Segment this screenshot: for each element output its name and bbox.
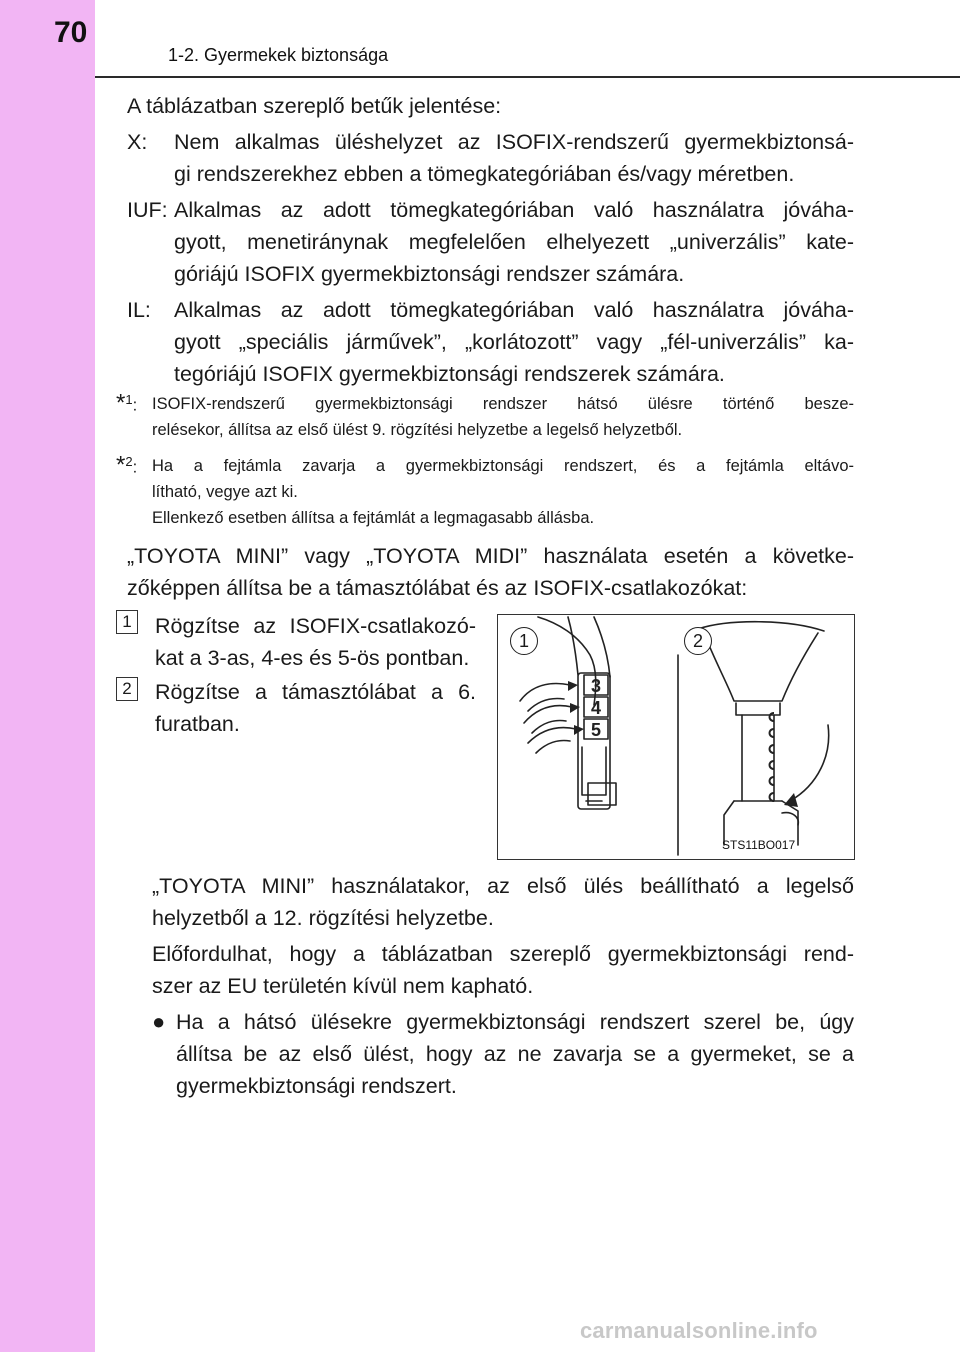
legend-il-line: Alkalmas az adott tömegkategóriában való használatra jóváha- (174, 298, 854, 322)
footnote-1-line: ISOFIX-rendszerű gyermekbiztonsági rendszer hátsó ülésre történő besze- (152, 395, 854, 413)
step-1-number: 1 (116, 610, 138, 634)
bullet-line: állítsa be az első ülést, hogy az ne zavarja se a gyermeket, se a (176, 1042, 854, 1066)
eu-paragraph-line: Előfordulhat, hogy a táblázatban szereplő gyermekbiztonsági rend- (152, 942, 854, 966)
section-title: 1-2. Gyermekek biztonsága (168, 45, 389, 65)
callout-1: 1 (510, 627, 538, 655)
watermark: carmanualsonline.info (580, 1318, 818, 1343)
legend-il-line: tegóriájú ISOFIX gyermekbiztonsági rendszerek számára. (174, 362, 725, 386)
legend-iuf-line: góriájú ISOFIX gyermekbiztonsági rendszer számára. (174, 262, 685, 286)
step-1-line: kat a 3-as, 4-es és 5-ös pontban. (155, 646, 470, 670)
footnote-1-line: relésekor, állítsa az első ülést 9. rögzítési helyzetbe a legelső helyzetből. (152, 421, 683, 439)
footnote-2-line: Ha a fejtámla zavarja a gyermekbiztonsági rendszert, és a fejtámla eltávo- (152, 457, 854, 475)
legend-il-line: gyott „speciális járművek”, „korlátozott” vagy „fél-univerzális” ka- (174, 330, 854, 354)
bullet-line: gyermekbiztonsági rendszert. (176, 1074, 457, 1098)
step-2-number: 2 (116, 677, 138, 701)
legend-key-x: X: (127, 130, 148, 154)
mini-paragraph-line: „TOYOTA MINI” használatakor, az első ülés beállítható a legelső (152, 874, 854, 898)
page-number: 70 (54, 16, 88, 49)
legend-x-line: Nem alkalmas üléshelyzet az ISOFIX-rendszerű gyermekbiztonsá- (174, 130, 854, 154)
legend-key-il: IL: (127, 298, 151, 322)
legend-key-iuf: IUF: (127, 198, 168, 222)
isofix-drawing (498, 615, 854, 859)
toyota-paragraph-line: „TOYOTA MINI” vagy „TOYOTA MIDI” használata esetén a követke- (127, 544, 854, 568)
slot-number: 5 (590, 720, 602, 740)
footnote-1-marker: *$^1$: (116, 389, 138, 417)
legend-iuf-line: gyott, menetiránynak megfelelően elhelyezett „univerzális” kate- (174, 230, 854, 254)
legend-iuf-line: Alkalmas az adott tömegkategóriában való használatra jóváha- (174, 198, 854, 222)
bullet-line: Ha a hátsó ülésekre gyermekbiztonsági rendszert szerel be, úgy (176, 1010, 854, 1034)
isofix-illustration (497, 614, 855, 860)
footnote-2-marker: *$^2$: (116, 451, 138, 479)
intro-text: A táblázatban szereplő betűk jelentése: (127, 94, 502, 118)
step-1-line: Rögzítse az ISOFIX-csatlakozó- (155, 614, 476, 638)
eu-paragraph-line: szer az EU területén kívül nem kapható. (152, 974, 534, 998)
mini-paragraph-line: helyzetből a 12. rögzítési helyzetbe. (152, 906, 494, 930)
legend-x-line: gi rendszerekhez ebben a tömegkategóriában és/vagy méretben. (174, 162, 795, 186)
slot-number: 3 (590, 676, 602, 696)
toyota-paragraph-line: zőképpen állítsa be a támasztólábat és az ISOFIX-csatlakozókat: (127, 576, 748, 600)
step-2-line: Rögzítse a támasztólábat a 6. (155, 680, 476, 704)
callout-2: 2 (684, 627, 712, 655)
header-rule (95, 76, 960, 78)
slot-number: 4 (590, 698, 602, 718)
footnote-2-line: Ellenkező esetben állítsa a fejtámlát a legmagasabb állásba. (152, 509, 595, 527)
footnote-2-line: lítható, vegye azt ki. (152, 483, 298, 501)
figure-code: STS11BO017 (722, 838, 796, 852)
bullet-icon: ● (152, 1009, 166, 1034)
side-tab (0, 0, 95, 1352)
step-2-line: furatban. (155, 712, 240, 736)
